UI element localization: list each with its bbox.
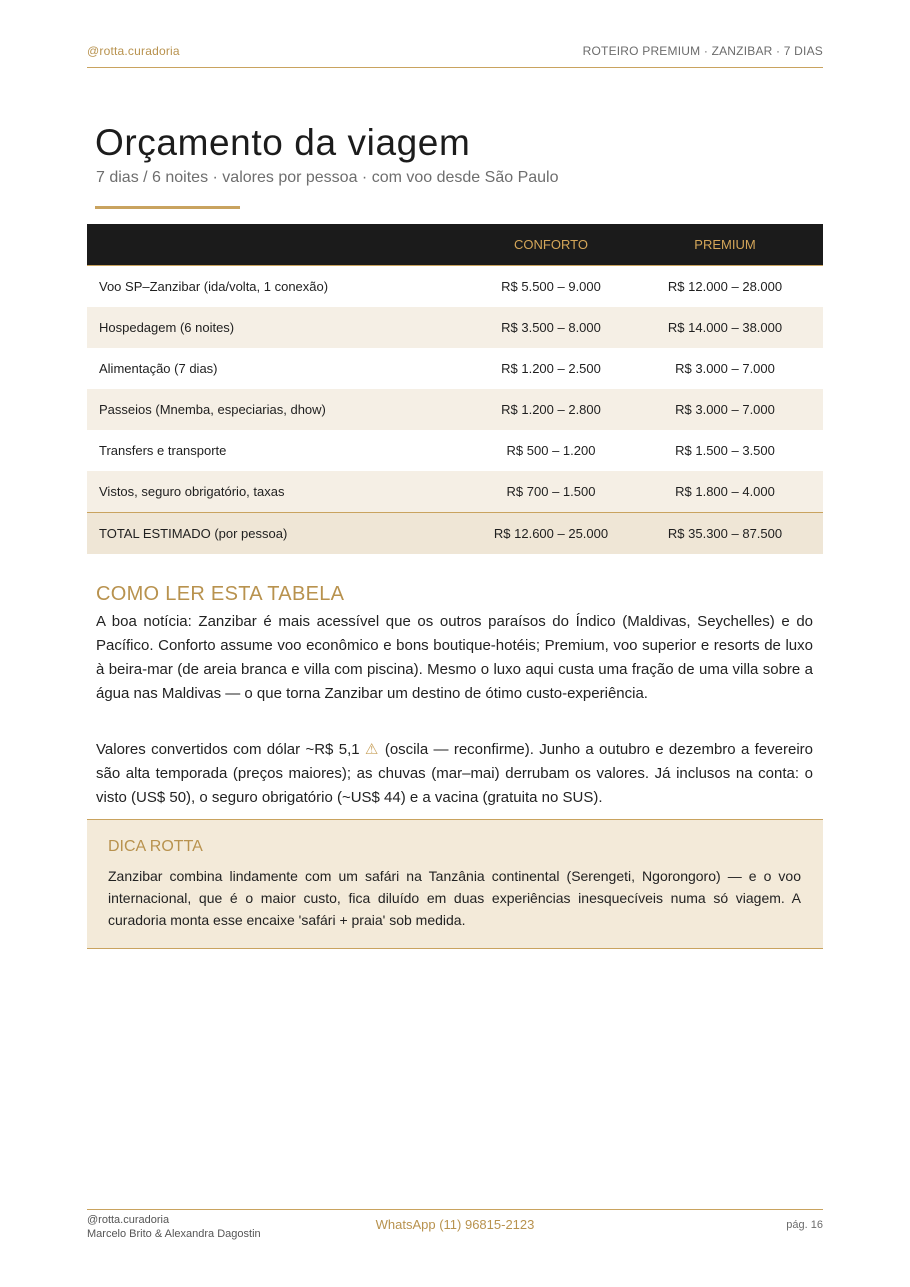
row-premium: R$ 12.000 – 28.000 [627, 266, 823, 308]
footer-brand: @rotta.curadoria [87, 1214, 170, 1226]
header-doc-label: ROTEIRO PREMIUM · ZANZIBAR · 7 DIAS [582, 44, 823, 58]
row-conforto: R$ 500 – 1.200 [475, 430, 627, 471]
total-item: TOTAL ESTIMADO (por pessoa) [87, 513, 475, 555]
row-premium: R$ 3.000 – 7.000 [627, 389, 823, 430]
reading-paragraph-2 [96, 738, 813, 810]
table-row [87, 430, 823, 471]
budget-table [87, 224, 823, 554]
row-conforto: R$ 3.500 – 8.000 [475, 307, 627, 348]
row-premium: R$ 1.800 – 4.000 [627, 471, 823, 513]
row-item: Hospedagem (6 noites) [87, 307, 475, 348]
header-brand: @rotta.curadoria [87, 44, 180, 58]
row-item: Voo SP–Zanzibar (ida/volta, 1 conexão) [87, 266, 475, 308]
row-conforto: R$ 1.200 – 2.800 [475, 389, 627, 430]
column-header-conforto: CONFORTO [475, 224, 627, 266]
row-premium: R$ 3.000 – 7.000 [627, 348, 823, 389]
row-conforto: R$ 5.500 – 9.000 [475, 266, 627, 308]
reading-heading: COMO LER ESTA TABELA [96, 583, 345, 605]
column-header-premium: PREMIUM [627, 224, 823, 266]
page-header [87, 44, 823, 68]
row-item: Vistos, seguro obrigatório, taxas [87, 471, 475, 513]
page-title: Orçamento da viagem [95, 122, 471, 163]
row-item: Passeios (Mnemba, especiarias, dhow) [87, 389, 475, 430]
paragraph-2-end: (oscila — reconfirme). Junho a outubro e dezembro a fevereiro são alta temporada (preços maiores); as chuvas (mar–mai) derrubam os valores. Já inclusos na conta: o visto (US$ 50), o seguro obrigatório (~US$ 44) e a vacina (gratuita no SUS). [96, 741, 813, 806]
page-subtitle: 7 dias / 6 noites · valores por pessoa · com voo desde São Paulo [96, 169, 559, 186]
row-conforto: R$ 1.200 – 2.500 [475, 348, 627, 389]
footer-authors: Marcelo Brito & Alexandra Dagostin [87, 1228, 261, 1240]
title-divider [95, 206, 240, 209]
warning-icon: ⚠ [364, 741, 380, 758]
page-footer [87, 1209, 823, 1244]
tip-body: Zanzibar combina lindamente com um safári na Tanzânia continental (Serengeti, Ngorongoro) — e o voo internacional, que é o maior custo, fica diluído em duas experiências inesquecíveis numa só viagem. A curadoria monta esse encaixe 'safári + praia' sob medida. [108, 868, 801, 928]
reading-paragraph-1: A boa notícia: Zanzibar é mais acessível que os outros paraísos do Índico (Maldivas, Seychelles) e do Pacífico. Conforto assume voo econômico e bons boutique-hotéis; Premium, voo superior e resorts de luxo à beira-mar (de areia branca e villa com piscina). Mesmo o luxo aqui custa uma fração de uma villa sobre a água nas Maldivas — o que torna Zanzibar um destino de ótimo custo-experiência. [96, 613, 813, 702]
row-item: Alimentação (7 dias) [87, 348, 475, 389]
table-total-row [87, 513, 823, 555]
total-conforto: R$ 12.600 – 25.000 [475, 513, 627, 555]
table-row [87, 348, 823, 389]
footer-contact: WhatsApp (11) 96815-2123 [375, 1217, 535, 1232]
column-header-item [87, 224, 475, 266]
table-header-row [87, 224, 823, 266]
total-premium: R$ 35.300 – 87.500 [627, 513, 823, 555]
row-premium: R$ 14.000 – 38.000 [627, 307, 823, 348]
row-item: Transfers e transporte [87, 430, 475, 471]
table-row [87, 307, 823, 348]
table-row [87, 471, 823, 513]
table-row [87, 266, 823, 308]
table-row [87, 389, 823, 430]
tip-heading: DICA ROTTA [108, 838, 203, 855]
page-number: pág. 16 [786, 1219, 823, 1231]
row-conforto: R$ 700 – 1.500 [475, 471, 627, 513]
row-premium: R$ 1.500 – 3.500 [627, 430, 823, 471]
tip-box [87, 819, 823, 949]
paragraph-2-start: Valores convertidos com dólar ~R$ 5,1 [96, 741, 365, 758]
